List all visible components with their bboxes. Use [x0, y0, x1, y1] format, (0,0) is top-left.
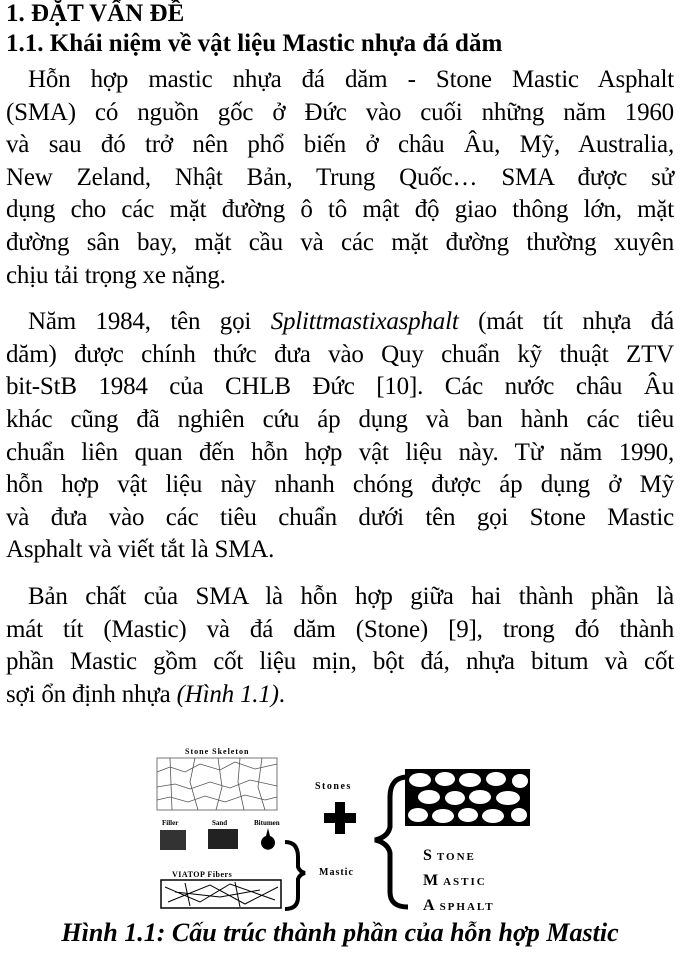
svg-text:STONE [423, 847, 476, 864]
initial: A [423, 897, 435, 914]
text-line [6, 306, 674, 339]
text-line: và sau đó trở nên phổ biến ở châu Âu, Mỹ, Australia, [6, 131, 674, 159]
body-text [6, 64, 674, 725]
text-line [6, 679, 674, 712]
rest: SPHALT [439, 901, 495, 913]
subsection-heading: 1.1. Khái niệm về vật liệu Mastic nhựa đá dăm [6, 30, 503, 57]
initial: S [423, 847, 432, 864]
svg-text:ASPHALT [423, 897, 495, 914]
label-sand: Sand [212, 819, 228, 827]
italic-term: Splittmastixasphalt [270, 308, 459, 336]
label-fibers: VIATOP Fibers [172, 870, 233, 879]
paragraph-3 [6, 581, 674, 711]
bitumen-drop-icon [261, 828, 275, 850]
stone-skeleton-image [157, 758, 277, 810]
text-line: hỗn hợp vật liệu này nhanh chóng được áp dụng ở Mỹ [6, 471, 674, 499]
text-line: (SMA) có nguồn gốc ở Đức vào cuối những năm 1960 [6, 98, 674, 126]
sma-stones-image [405, 769, 530, 826]
mastic-brace [285, 842, 305, 909]
text-line: New Zeland, Nhật Bản, Trung Quốc… SMA được sử [6, 163, 674, 191]
section-heading: 1. ĐẶT VẤN ĐỀ [6, 0, 185, 27]
initial: M [423, 872, 439, 889]
label-mastic: Mastic [319, 867, 354, 878]
filler-icon [160, 830, 186, 850]
rest: TONE [436, 851, 476, 863]
figure-caption: Hình 1.1: Cấu trúc thành phần của hỗn hợp Mastic [61, 918, 619, 947]
figure-reference: (Hình 1.1) [176, 680, 279, 708]
text-line: mát tít (Mastic) và đá dăm (Stone) [9], trong đó thành [6, 615, 674, 643]
text-line: chịu tải trọng xe nặng. [6, 261, 226, 289]
text: (mát tít nhựa đá [458, 308, 675, 336]
sma-composition-figure [140, 742, 540, 922]
label-stone-skeleton: Stone Skeleton [185, 747, 250, 756]
svg-text:MASTIC [423, 872, 487, 889]
label-bitumen: Bitumen [254, 819, 280, 827]
text-line: dụng cho các mặt đường ô tô mật độ giao thông lớn, mặt [6, 196, 674, 224]
sand-icon [208, 829, 238, 849]
text-line: và đưa vào các tiêu chuẩn dưới tên gọi Stone Mastic [6, 503, 674, 531]
rest: ASTIC [443, 876, 487, 888]
sma-acronym [423, 847, 495, 914]
label-filler: Filler [162, 819, 179, 827]
text: Năm 1984, tên gọi [28, 308, 271, 336]
text-line: bit-StB 1984 của CHLB Đức [10]. Các nước châu Âu [6, 373, 674, 401]
paragraph-2 [6, 306, 674, 567]
text-line: Bản chất của SMA là hỗn hợp giữa hai thành phần là [28, 582, 674, 610]
text: . [278, 680, 285, 708]
sma-brace [375, 777, 408, 907]
text-line: chuẩn liên quan đến hỗn hợp vật liệu này. Từ năm 1990, [6, 438, 674, 466]
plus-icon [324, 802, 356, 834]
label-stones: Stones [315, 781, 352, 792]
text-line: dăm) được chính thức đưa vào Quy chuẩn kỹ thuật ZTV [6, 340, 674, 368]
fibers-image [161, 880, 281, 908]
paragraph-1 [6, 64, 674, 292]
text-line: phần Mastic gồm cốt liệu mịn, bột đá, nhựa bitum và cốt [6, 648, 674, 676]
text-line: Asphalt và viết tắt là SMA. [6, 536, 275, 564]
text-line: Hỗn hợp mastic nhựa đá dăm - Stone Mastic Asphalt [28, 66, 674, 93]
text-line: đường sân bay, mặt cầu và các mặt đường thường xuyên [6, 228, 674, 256]
text: sợi ổn định nhựa [6, 680, 177, 708]
text-line: khác cũng đã nghiên cứu áp dụng và ban hành các tiêu [6, 405, 674, 433]
